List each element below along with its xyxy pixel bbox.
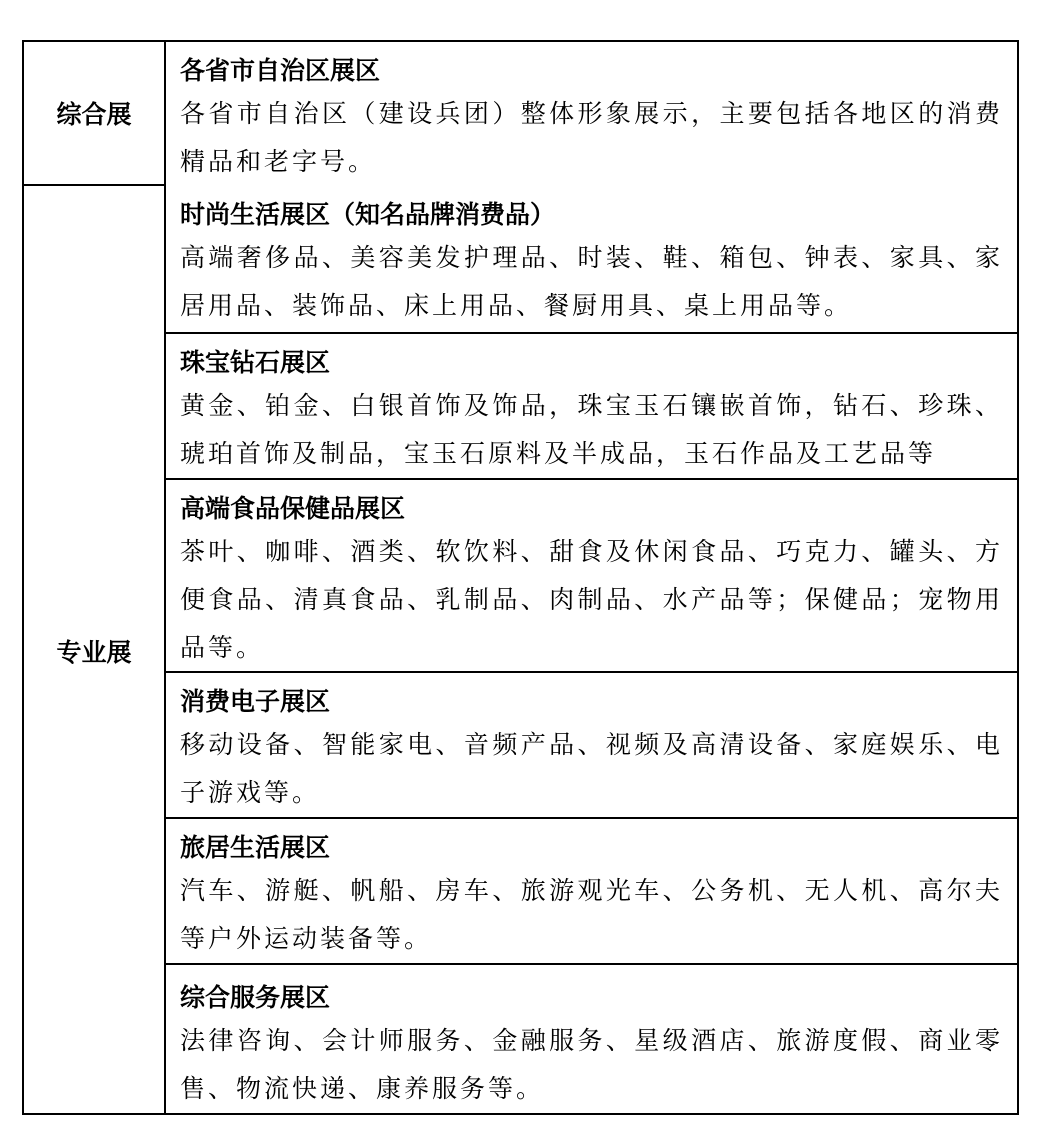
section-title: 旅居生活展区 bbox=[180, 833, 331, 862]
section-title: 珠宝钻石展区 bbox=[180, 348, 331, 377]
section-description: 移动设备、智能家电、音频产品、视频及高清设备、家庭娱乐、电子游戏等。 bbox=[180, 730, 1003, 807]
section-jewelry bbox=[166, 332, 1017, 478]
section-travel bbox=[166, 817, 1017, 963]
category-label: 专业展 bbox=[56, 637, 132, 667]
section-description: 黄金、铂金、白银首饰及饰品，珠宝玉石镶嵌首饰，钻石、珍珠、琥珀首饰及制品，宝玉石原料及半成品，玉石作品及工艺品等 bbox=[180, 391, 1003, 468]
section-title: 时尚生活展区（知名品牌消费品） bbox=[180, 200, 556, 229]
section-title: 消费电子展区 bbox=[180, 687, 331, 716]
section-title: 各省市自治区展区 bbox=[180, 56, 381, 85]
exhibition-table bbox=[22, 40, 1019, 1115]
category-comprehensive bbox=[24, 42, 166, 186]
category-label: 综合展 bbox=[56, 100, 132, 129]
section-title: 高端食品保健品展区 bbox=[180, 494, 406, 523]
category-professional bbox=[24, 186, 166, 1115]
section-services bbox=[166, 963, 1017, 1115]
section-description: 茶叶、咖啡、酒类、软饮料、甜食及休闲食品、巧克力、罐头、方便食品、清真食品、乳制品、肉制品、水产品等；保健品；宠物用品等。 bbox=[180, 537, 1003, 662]
section-electronics bbox=[166, 671, 1017, 817]
section-fashion bbox=[166, 186, 1017, 332]
section-provinces bbox=[166, 42, 1017, 186]
section-description: 法律咨询、会计师服务、金融服务、星级酒店、旅游度假、商业零售、物流快递、康养服务等。 bbox=[180, 1026, 1003, 1103]
section-description: 高端奢侈品、美容美发护理品、时装、鞋、箱包、钟表、家具、家居用品、装饰品、床上用品、餐厨用具、桌上用品等。 bbox=[180, 243, 1003, 320]
section-description: 各省市自治区（建设兵团）整体形象展示，主要包括各地区的消费精品和老字号。 bbox=[180, 99, 1003, 176]
section-description: 汽车、游艇、帆船、房车、旅游观光车、公务机、无人机、高尔夫等户外运动装备等。 bbox=[180, 876, 1003, 953]
section-title: 综合服务展区 bbox=[180, 983, 331, 1012]
section-food bbox=[166, 478, 1017, 671]
